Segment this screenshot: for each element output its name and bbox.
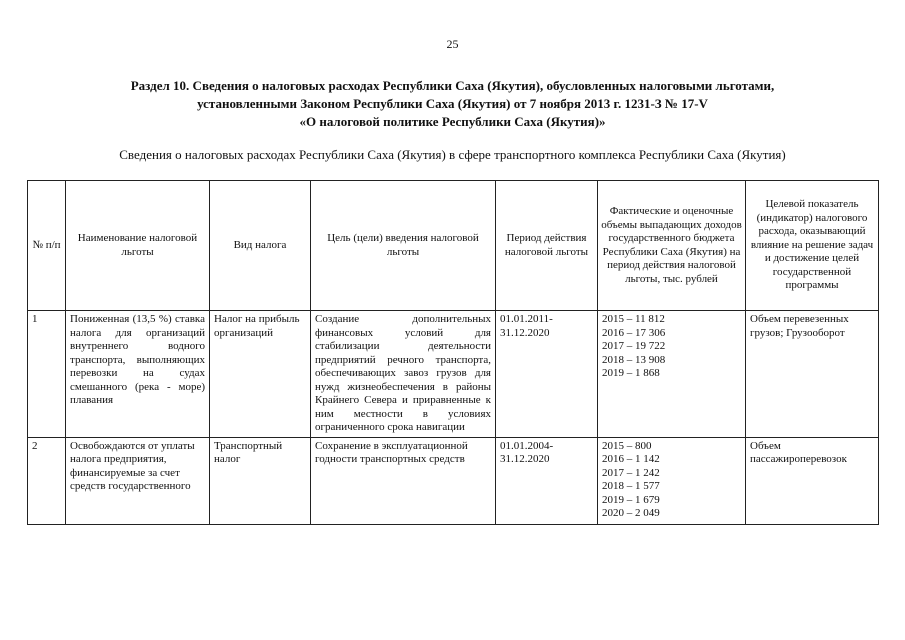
header-tax-type: Вид налога	[210, 181, 311, 311]
cell-tax-type: Налог на прибыль организаций	[210, 311, 311, 438]
cell-benefit-name: Пониженная (13,5 %) ставка налога для организаций внутреннего водного транспорта, выполняющих перевозки на судах смешанного (река - море) плавания	[66, 311, 210, 438]
table-row	[28, 437, 879, 524]
cell-number: 2	[28, 437, 66, 524]
volume-entry: 2016 – 1 142	[602, 453, 660, 465]
cell-benefit-name: Освобождаются от уплаты налога предприятия, финансируемые за счет средств государственного	[66, 437, 210, 524]
cell-number: 1	[28, 311, 66, 438]
table-row	[28, 311, 879, 438]
section-title	[40, 77, 865, 131]
cell-target-indicator: Объем перевезенных грузов; Грузооборот	[746, 311, 879, 438]
section-title-line: «О налоговой политике Республики Саха (Якутия)»	[299, 114, 606, 129]
volume-entry: 2020 – 2 049	[602, 507, 660, 519]
cell-revenue-volumes	[598, 437, 746, 524]
cell-goal: Сохранение в эксплуатационной годности транспортных средств	[311, 437, 496, 524]
cell-revenue-volumes	[598, 311, 746, 438]
header-period: Период действия налоговой льготы	[496, 181, 598, 311]
page-number: 25	[446, 37, 459, 51]
header-number: № п/п	[28, 181, 66, 311]
volume-entry: 2017 – 1 242	[602, 466, 660, 479]
volume-entry: 2018 – 1 577	[602, 480, 660, 492]
volume-entry: 2018 – 13 908	[602, 353, 666, 366]
section-title-line: Раздел 10. Сведения о налоговых расходах Республики Саха (Якутия), обусловленных налоговыми льготами,	[130, 78, 775, 93]
cell-period: 01.01.2011-31.12.2020	[496, 311, 598, 438]
volume-entry: 2017 – 19 722	[602, 340, 666, 352]
table-header-row	[28, 181, 879, 311]
cell-goal: Создание дополнительных финансовых условий для стабилизации деятельности предприятий речного транспорта, обеспечивающих завоз грузов для нужд жизнеобеспечения в районы Крайнего Севера и приравненные к ним местности в условиях ограниченного срока навигации	[311, 311, 496, 438]
tax-expenditure-table	[27, 180, 879, 525]
cell-target-indicator: Объем пассажироперевозок	[746, 437, 879, 524]
volume-entry: 2015 – 800	[602, 439, 652, 452]
volume-entry: 2019 – 1 679	[602, 493, 660, 506]
header-target-indicator: Целевой показатель (индикатор) налогового расхода, оказывающий влияние на решение задач и достижение целей государственной программы	[746, 181, 879, 311]
header-revenue-volumes: Фактические и оценочные объемы выпадающих доходов государственного бюджета Республики Саха (Якутия) на период действия налоговой льготы, тыс. рублей	[598, 181, 746, 311]
table-caption: Сведения о налоговых расходах Республики Саха (Якутия) в сфере транспортного комплекса Республики Саха (Якутия)	[119, 147, 786, 162]
cell-period: 01.01.2004-31.12.2020	[496, 437, 598, 524]
volume-entry: 2019 – 1 868	[602, 367, 660, 379]
volume-entry: 2016 – 17 306	[602, 326, 666, 339]
cell-tax-type: Транспортный налог	[210, 437, 311, 524]
header-goal: Цель (цели) введения налоговой льготы	[311, 181, 496, 311]
volume-entry: 2015 – 11 812	[602, 313, 665, 325]
header-benefit-name: Наименование налоговой льготы	[66, 181, 210, 311]
section-title-line: установленными Законом Республики Саха (Якутия) от 7 ноября 2013 г. 1231-З № 17-V	[197, 96, 708, 111]
